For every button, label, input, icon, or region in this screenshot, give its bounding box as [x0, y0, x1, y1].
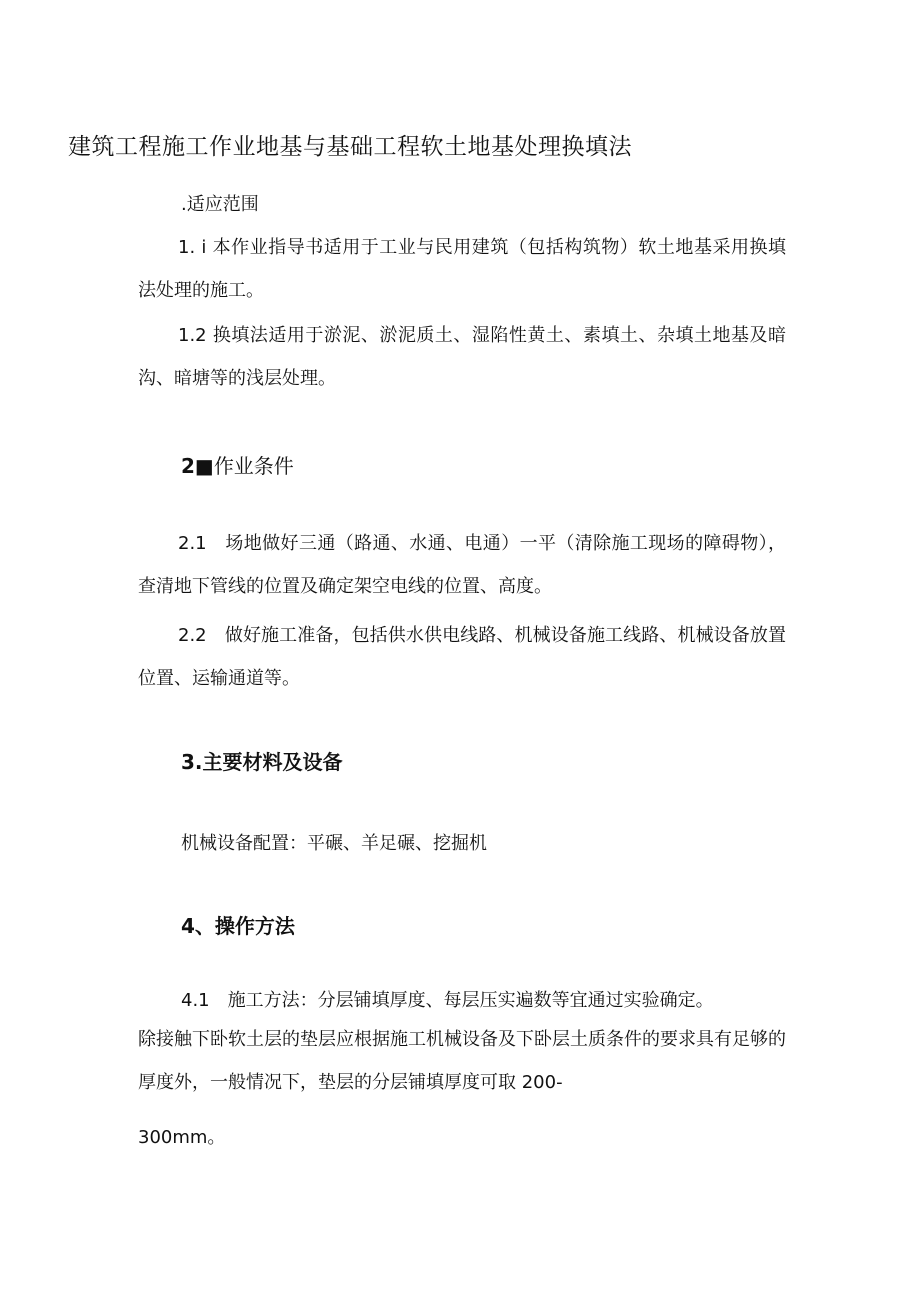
section-2-heading-number: 2■: [181, 454, 214, 478]
section-1-paragraph-2: 1.2 换填法适用于淤泥、淤泥质土、湿陷性黄土、素填土、杂填土地基及暗沟、暗塘等的浅层处理。: [138, 325, 786, 389]
section-4-heading: 4、操作方法: [181, 914, 295, 938]
section-2-paragraph-1: 2.1 场地做好三通（路通、水通、电通）一平（清除施工现场的障碍物），查清地下管线的位置及确定架空电线的位置、高度。: [138, 533, 786, 597]
section-4-paragraph-1: 4.1 施工方法：分层铺填厚度、每层压实遍数等宜通过实验确定。: [181, 990, 714, 1011]
section-1-heading: .适应范围: [181, 194, 259, 215]
section-2-heading: [181, 450, 294, 479]
section-3-heading: 3.主要材料及设备: [181, 750, 343, 774]
section-4-paragraph-3: 300mm。: [138, 1127, 226, 1148]
section-3-equipment-line: 机械设备配置：平碾、羊足碾、挖掘机: [181, 833, 487, 854]
document-title: 建筑工程施工作业地基与基础工程软土地基处理换填法: [68, 134, 632, 160]
section-4-paragraph-2: 除接触下卧软土层的垫层应根据施工机械设备及下卧层土质条件的要求具有足够的厚度外，一般情况下，垫层的分层铺填厚度可取 200-: [138, 1029, 786, 1093]
section-2-heading-text: 作业条件: [213, 454, 294, 478]
section-1-paragraph-1: 1. i 本作业指导书适用于工业与民用建筑（包括构筑物）软土地基采用换填法处理的施工。: [138, 237, 786, 301]
section-2-paragraph-2: 2.2 做好施工准备，包括供水供电线路、机械设备施工线路、机械设备放置位置、运输通道等。: [138, 625, 786, 689]
